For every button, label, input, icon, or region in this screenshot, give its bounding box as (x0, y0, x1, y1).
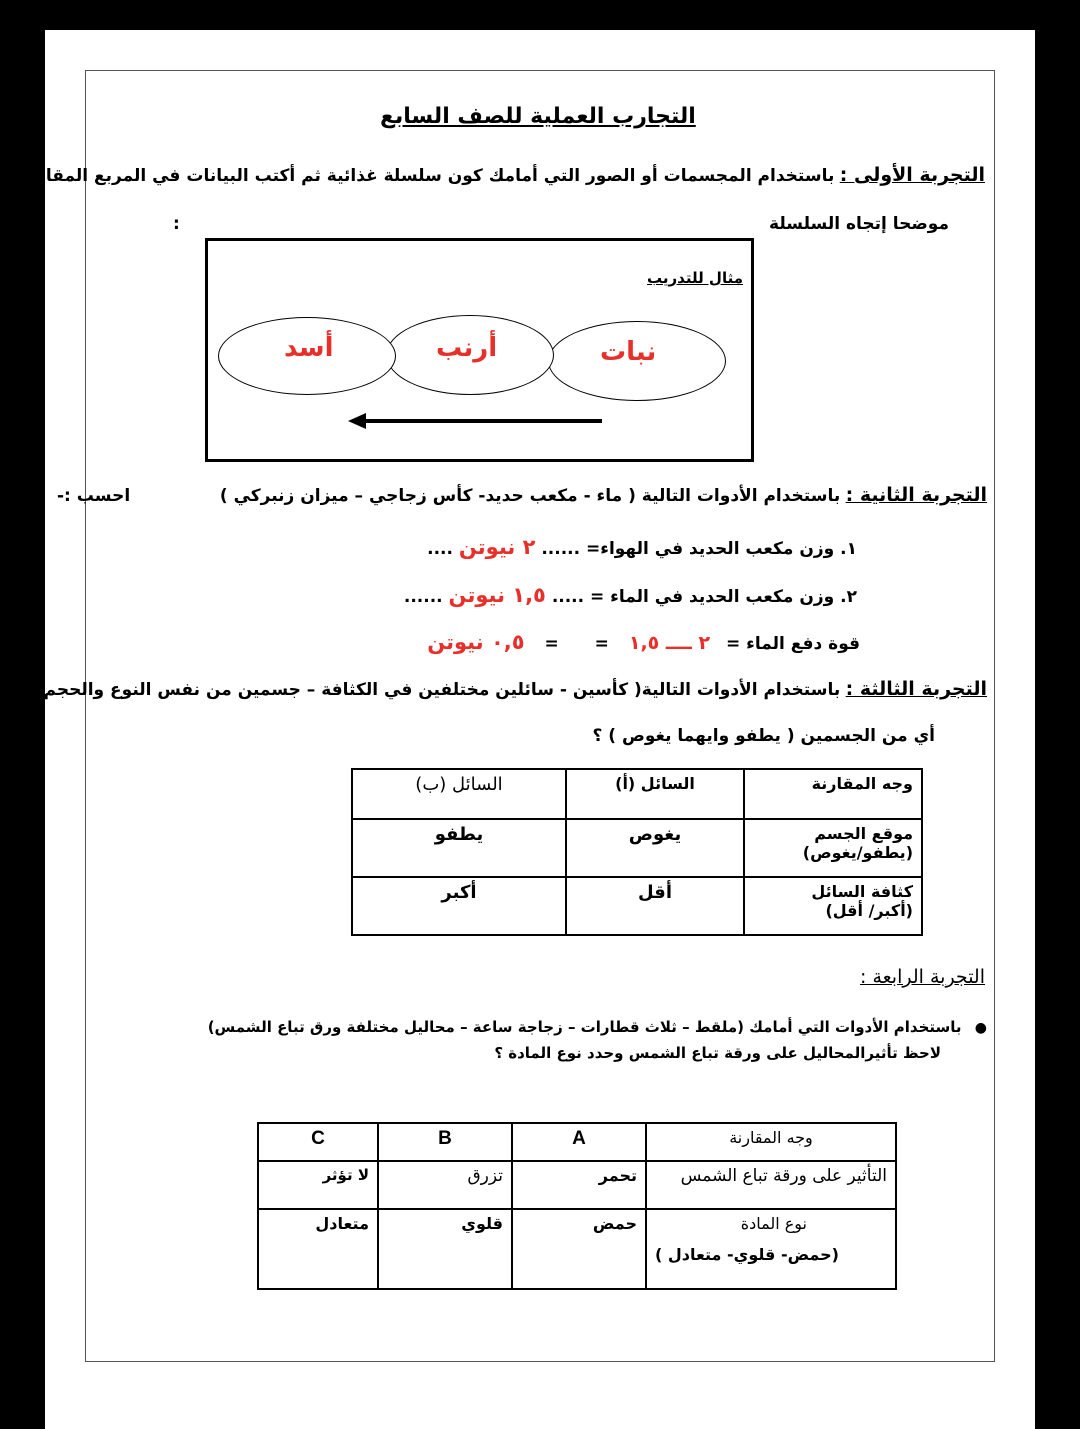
exp2-buoyancy: قوة دفع الماء = ٢ ــــ ١,٥ = = ٠,٥ نيوتن (427, 630, 860, 654)
litmus-row1-label: التأثير على ورقة تباع الشمس (646, 1161, 896, 1209)
litmus-header-a: A (512, 1123, 646, 1161)
exp2-item2: ٢. وزن مكعب الحديد في الماء = ..... ١,٥ نيوتن ...... (403, 583, 857, 607)
exp2-calc-label: احسب :- (57, 486, 131, 506)
litmus-row1-b: تزرق (378, 1161, 512, 1209)
litmus-header-compare: وجه المقارنة (646, 1123, 896, 1161)
example-label: مثال للتدريب (647, 269, 743, 287)
exp1-text: باستخدام المجسمات أو الصور التي أمامك كون سلسلة غذائية ثم أكتب البيانات في المربع المقابل (24, 166, 835, 186)
exp2-item2-answer: ١,٥ نيوتن (448, 583, 546, 607)
litmus-table (257, 1122, 897, 1290)
exp4-bullet-line1: ● باستخدام الأدوات التي أمامك (ملقط – ثلاث قطارات – زجاجة ساعة – محاليل مختلفة ورق تباع الشمس) (207, 1018, 987, 1036)
density-header-b: السائل (ب) (352, 769, 566, 819)
density-row2-label: كثافة السائل (أكبر/ أقل) (744, 877, 922, 935)
density-table (351, 768, 923, 936)
density-header-compare: وجه المقارنة (744, 769, 922, 819)
exp2-text: باستخدام الأدوات التالية ( ماء - مكعب حديد- كأس زجاجي – ميزان زنبركي ) (219, 486, 841, 506)
exp2-buoyancy-result: ٠,٥ نيوتن (427, 630, 525, 654)
chain-item-plant: نبات (600, 337, 657, 367)
chain-item-lion: أسد (284, 333, 334, 363)
exp2-item1-answer: ٢ نيوتن (458, 535, 536, 559)
exp3-question: أي من الجسمين ( يطفو وايهما يغوص ) ؟ (592, 726, 935, 746)
litmus-row2-a: حمض (512, 1209, 646, 1289)
exp2-line (220, 484, 987, 506)
chain-item-rabbit: أرنب (436, 333, 498, 363)
density-row2-b: أكبر (352, 877, 566, 935)
food-chain-box (205, 238, 754, 462)
litmus-row1-a: تحمر (512, 1161, 646, 1209)
density-row1-b: يطفو (352, 819, 566, 877)
exp4-bullet-line2: لاحظ تأثيرالمحاليل على ورقة تباع الشمس وحدد نوع المادة ؟ (494, 1044, 941, 1062)
worksheet-page (24, 30, 1035, 1429)
density-row1-a: يغوص (566, 819, 744, 877)
exp3-line (30, 678, 987, 700)
exp1-colon: : (173, 214, 180, 234)
exp4-heading: التجربة الرابعة : (860, 966, 985, 988)
exp3-heading: التجربة الثالثة : (845, 678, 987, 700)
exp2-heading: التجربة الثانية : (845, 484, 987, 506)
litmus-row2-c: متعادل (258, 1209, 378, 1289)
bullet-icon: ● (974, 1020, 987, 1036)
exp1-heading: التجربة الأولى : (839, 164, 985, 186)
density-row1-label: موقع الجسم (يطفو/يغوص) (744, 819, 922, 877)
chain-direction-arrow (346, 411, 608, 431)
density-header-a: السائل (أ) (566, 769, 744, 819)
exp1-line1 (24, 164, 985, 186)
exp1-text-line2: موضحا إتجاه السلسلة (769, 214, 949, 234)
litmus-row2-b: قلوي (378, 1209, 512, 1289)
litmus-header-b: B (378, 1123, 512, 1161)
litmus-row1-c: لا تؤثر (258, 1161, 378, 1209)
page-title: التجارب العملية للصف السابع (380, 104, 696, 129)
exp2-item1: ١. وزن مكعب الحديد في الهواء= ...... ٢ نيوتن .... (427, 535, 857, 559)
litmus-row2-label: نوع المادة (حمض- قلوي- متعادل ) (646, 1209, 896, 1289)
exp3-text: باستخدام الأدوات التالية( كأسين - سائلين مختلفين في الكثافة – جسمين من نفس النوع والحجم ) (29, 680, 841, 700)
exp2-buoyancy-expr: ٢ ــــ ١,٥ (628, 632, 711, 654)
density-row2-a: أقل (566, 877, 744, 935)
litmus-header-c: C (258, 1123, 378, 1161)
